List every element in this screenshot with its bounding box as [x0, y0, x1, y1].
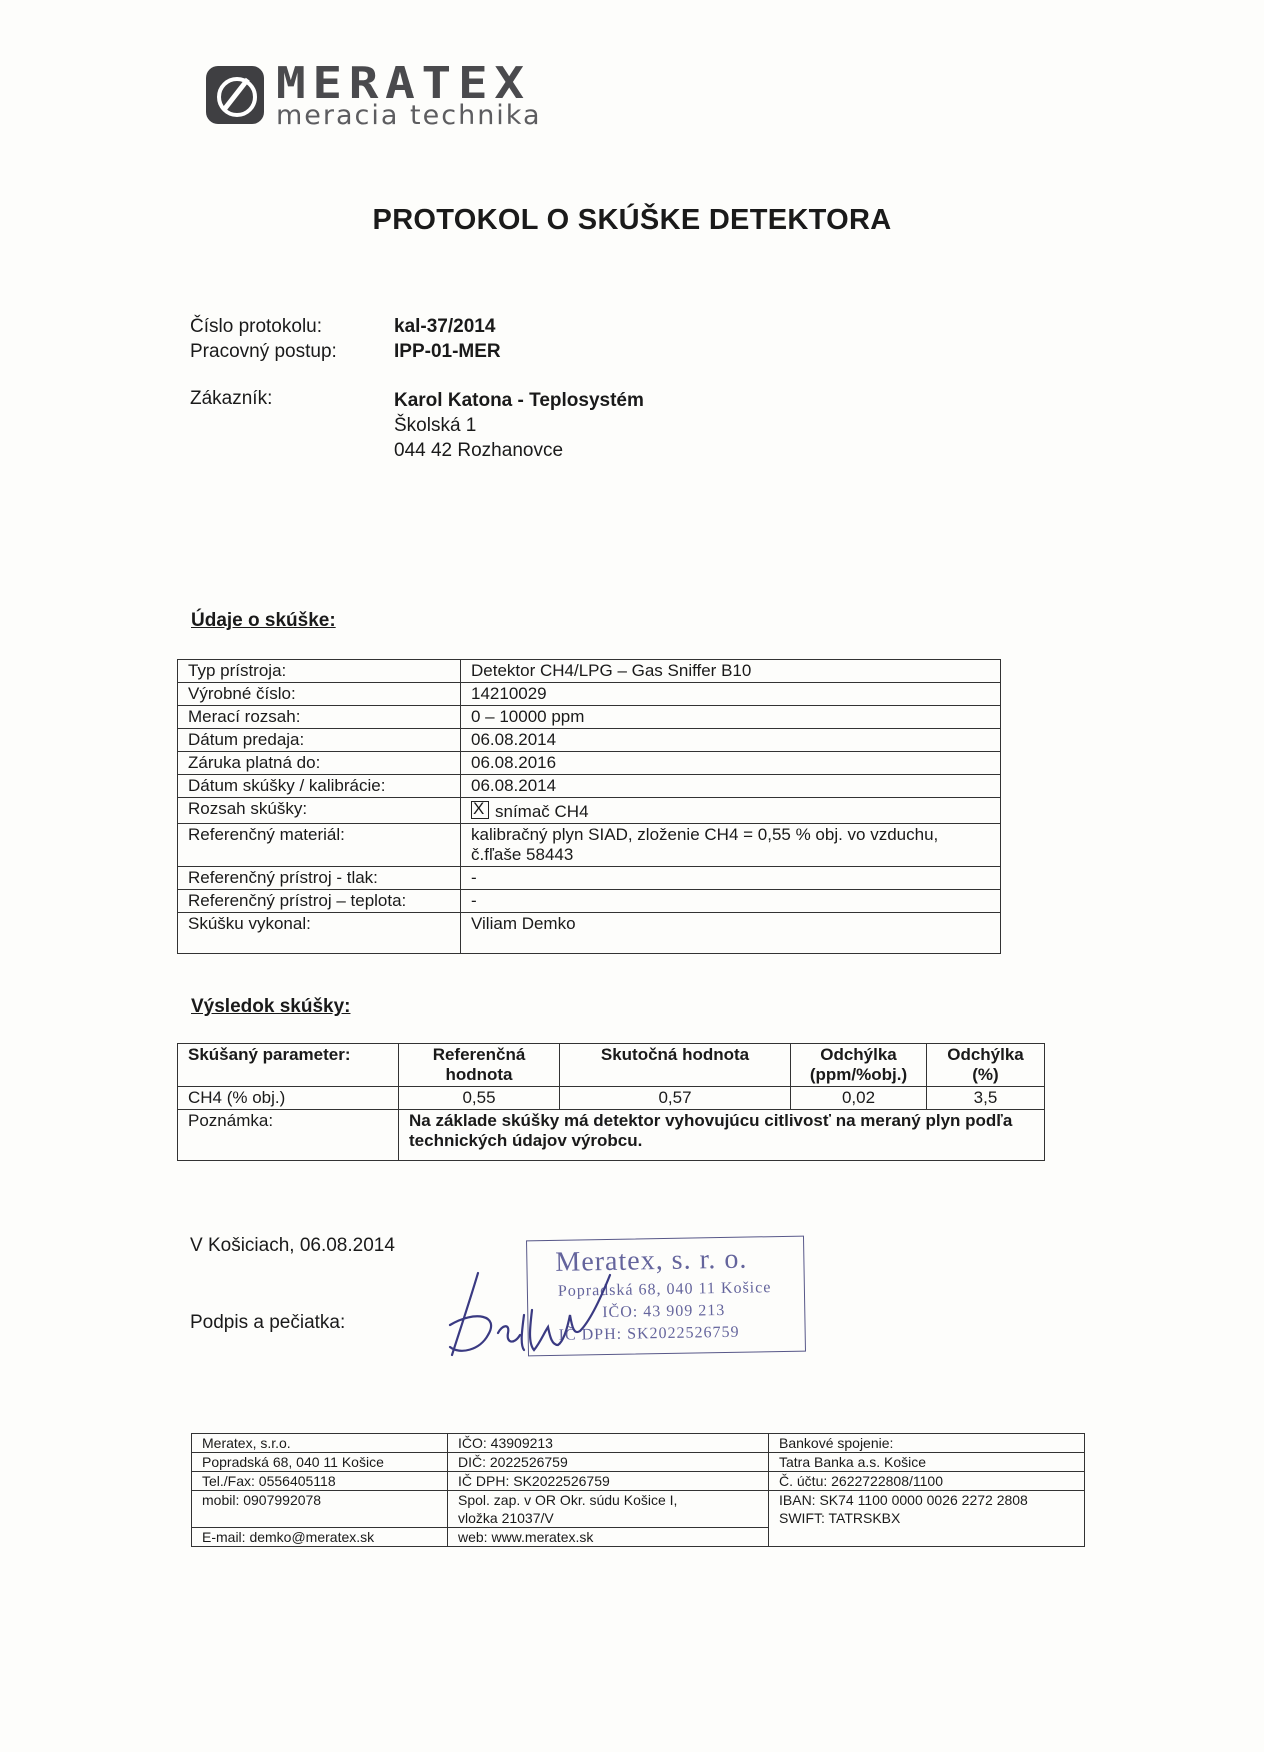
test-data-label: Merací rozsah:	[178, 706, 461, 729]
test-data-value: kalibračný plyn SIAD, zloženie CH4 = 0,55 % obj. vo vzduchu, č.fľaše 58443	[461, 824, 1001, 867]
test-data-row	[178, 775, 1001, 798]
test-data-row	[178, 913, 1001, 954]
result-section-heading: Výsledok skúšky:	[191, 996, 351, 1017]
header-parameter: Skúšaný parameter:	[178, 1044, 399, 1087]
stamp-line-4: IČ DPH: SK2022526759	[558, 1323, 740, 1344]
test-data-row	[178, 660, 1001, 683]
footer-row	[192, 1491, 1085, 1510]
result-table	[177, 1043, 1045, 1161]
test-data-value: -	[461, 867, 1001, 890]
test-data-value: Detektor CH4/LPG – Gas Sniffer B10	[461, 660, 1001, 683]
test-data-row	[178, 824, 1001, 867]
header-reference: Referenčná hodnota	[399, 1044, 560, 1087]
cell-deviation-ppm: 0,02	[791, 1087, 927, 1110]
footer-cell: SWIFT: TATRSKBX	[769, 1509, 1085, 1528]
test-data-label: Typ prístroja:	[178, 660, 461, 683]
footer-cell: IBAN: SK74 1100 0000 0026 2272 2808	[769, 1491, 1085, 1510]
footer-cell: IČ DPH: SK2022526759	[448, 1472, 769, 1491]
footer-cell: web: www.meratex.sk	[448, 1528, 769, 1547]
header-deviation-percent: Odchýlka (%)	[927, 1044, 1045, 1087]
procedure-label: Pracovný postup:	[190, 341, 337, 362]
footer-row	[192, 1434, 1085, 1453]
cell-parameter: CH4 (% obj.)	[178, 1087, 399, 1110]
footer-cell: Popradská 68, 040 11 Košice	[192, 1453, 448, 1472]
footer-row	[192, 1509, 1085, 1528]
footer-cell: Meratex, s.r.o.	[192, 1434, 448, 1453]
footer-row	[192, 1472, 1085, 1491]
protocol-number-label: Číslo protokolu:	[190, 316, 323, 337]
stamp-line-2: Popradská 68, 040 11 Košice	[557, 1279, 772, 1300]
test-data-row	[178, 867, 1001, 890]
footer-cell: Tatra Banka a.s. Košice	[769, 1453, 1085, 1472]
signature-label: Podpis a pečiatka:	[190, 1312, 346, 1333]
test-data-row	[178, 798, 1001, 824]
footer-cell: vložka 21037/V	[448, 1509, 769, 1528]
logo-brand: MERATEX	[276, 58, 531, 109]
cell-deviation-percent: 3,5	[927, 1087, 1045, 1110]
footer-row	[192, 1528, 1085, 1547]
test-data-label: Referenčný materiál:	[178, 824, 461, 867]
footer-cell	[769, 1528, 1085, 1547]
test-data-label: Dátum skúšky / kalibrácie:	[178, 775, 461, 798]
test-data-label: Záruka platná do:	[178, 752, 461, 775]
test-data-value: 06.08.2014	[461, 729, 1001, 752]
footer-cell: Tel./Fax: 0556405118	[192, 1472, 448, 1491]
footer-cell: DIČ: 2022526759	[448, 1453, 769, 1472]
test-data-label: Referenčný prístroj - tlak:	[178, 867, 461, 890]
customer-street: Školská 1	[394, 415, 477, 436]
test-section-heading: Údaje o skúške:	[191, 610, 336, 631]
test-data-row	[178, 683, 1001, 706]
test-data-value: 06.08.2016	[461, 752, 1001, 775]
header-actual: Skutočná hodnota	[560, 1044, 791, 1087]
result-note-row	[178, 1110, 1045, 1161]
footer-cell: Č. účtu: 2622722808/1100	[769, 1472, 1085, 1491]
logo-icon	[206, 66, 264, 124]
footer-cell: E-mail: demko@meratex.sk	[192, 1528, 448, 1547]
test-data-row	[178, 890, 1001, 913]
place-date: V Košiciach, 06.08.2014	[190, 1235, 395, 1256]
document-title: PROTOKOL O SKÚŠKE DETEKTORA	[372, 204, 892, 236]
footer-cell: Spol. zap. v OR Okr. súdu Košice I,	[448, 1491, 769, 1510]
customer-name: Karol Katona - Teplosystém	[394, 390, 644, 411]
procedure-value: IPP-01-MER	[394, 341, 501, 362]
test-data-row	[178, 706, 1001, 729]
checked-box-icon	[471, 801, 489, 819]
footer-cell: mobil: 0907992078	[192, 1491, 448, 1510]
test-data-value: -	[461, 890, 1001, 913]
test-data-value: 0 – 10000 ppm	[461, 706, 1001, 729]
test-data-label: Skúšku vykonal:	[178, 913, 461, 954]
company-logo	[206, 58, 566, 132]
handwritten-signature	[440, 1255, 640, 1365]
test-data-value: Viliam Demko	[461, 913, 1001, 954]
test-data-label: Výrobné číslo:	[178, 683, 461, 706]
result-data-row	[178, 1087, 1045, 1110]
footer-row	[192, 1453, 1085, 1472]
test-scope-text: snímač CH4	[495, 802, 589, 821]
footer-cell	[192, 1509, 448, 1528]
header-deviation-ppm: Odchýlka (ppm/%obj.)	[791, 1044, 927, 1087]
test-data-value: 14210029	[461, 683, 1001, 706]
test-data-label: Dátum predaja:	[178, 729, 461, 752]
test-data-label: Rozsah skúšky:	[178, 798, 461, 824]
test-data-value: 06.08.2014	[461, 775, 1001, 798]
stamp-line-1: Meratex, s. r. o.	[555, 1243, 748, 1278]
customer-label: Zákazník:	[190, 388, 273, 409]
test-data-table	[177, 659, 1001, 954]
footer-cell: IČO: 43909213	[448, 1434, 769, 1453]
cell-reference: 0,55	[399, 1087, 560, 1110]
test-data-row	[178, 729, 1001, 752]
test-data-label: Referenčný prístroj – teplota:	[178, 890, 461, 913]
logo-tagline: meracia technika	[276, 100, 542, 131]
protocol-number: kal-37/2014	[394, 316, 496, 337]
note-label: Poznámka:	[178, 1110, 399, 1161]
footer-company-info	[191, 1433, 1085, 1547]
note-text: Na základe skúšky má detektor vyhovujúcu citlivosť na meraný plyn podľa technických údajov výrobcu.	[399, 1110, 1045, 1161]
footer-cell: Bankové spojenie:	[769, 1434, 1085, 1453]
cell-actual: 0,57	[560, 1087, 791, 1110]
customer-city: 044 42 Rozhanovce	[394, 440, 564, 461]
stamp-line-3: IČO: 43 909 213	[602, 1301, 726, 1322]
result-header-row	[178, 1044, 1045, 1087]
test-data-row	[178, 752, 1001, 775]
test-data-value	[461, 798, 1001, 824]
